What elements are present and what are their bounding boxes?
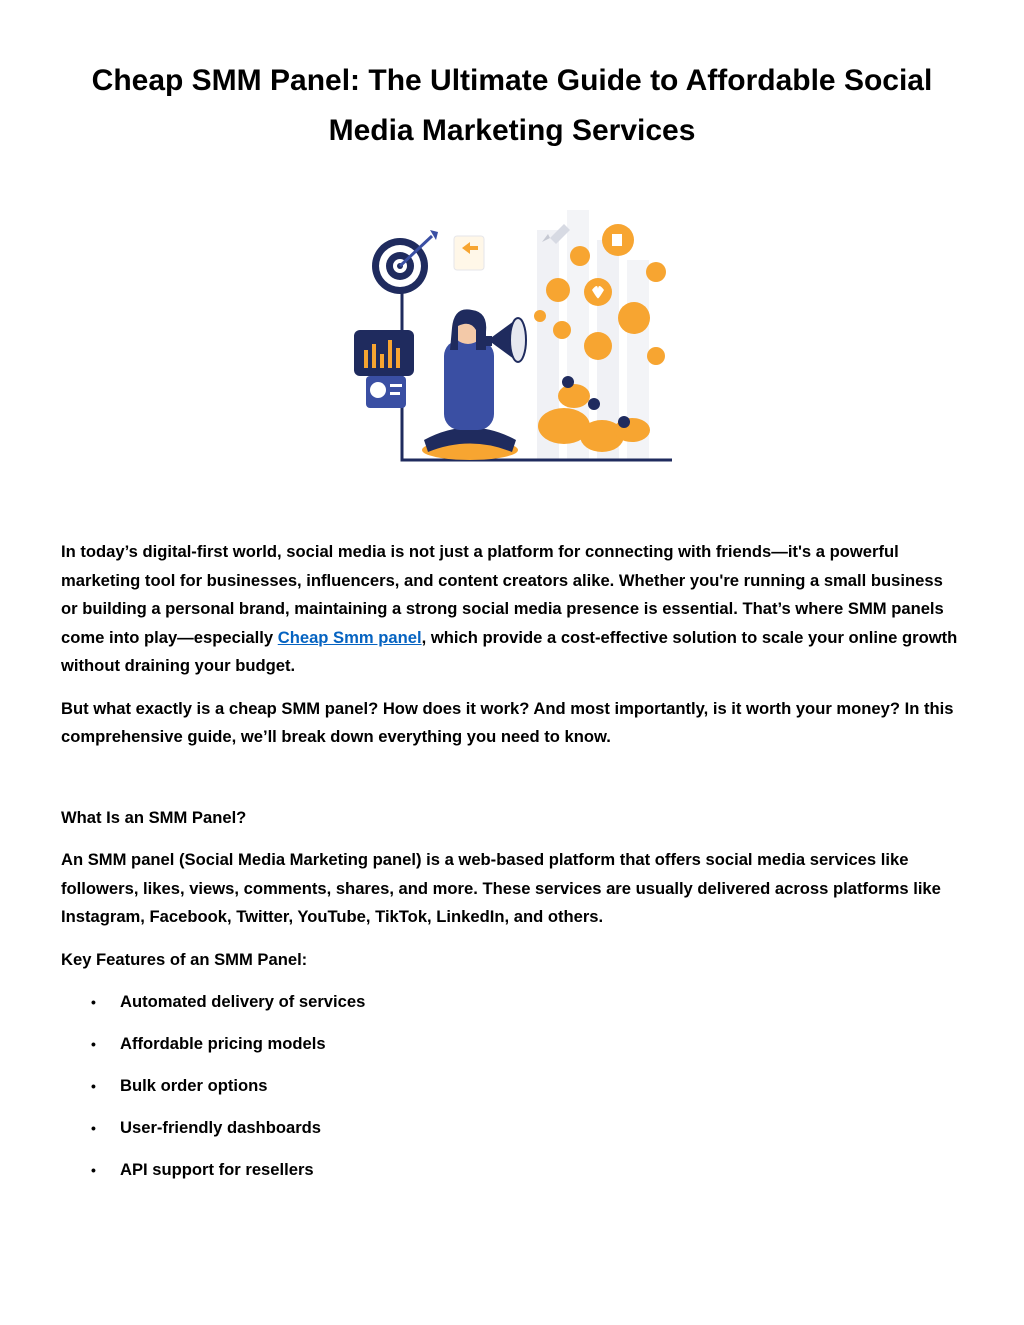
- second-paragraph: But what exactly is a cheap SMM panel? How does it work? And most importantly, is it worth your money? In this comprehensive guide, we’ll break down everything you need to know.: [61, 698, 954, 746]
- intro-paragraph: [61, 538, 961, 681]
- section-body-paragraph: An SMM panel (Social Media Marketing panel) is a web-based platform that offers social media services like followers, likes, views, comments, shares, and more. These services are usually delivered across platforms like Instagram, Facebook, Twitter, YouTube, TikTok, LinkedIn, and others.: [61, 850, 941, 926]
- bullet: •: [91, 1078, 96, 1094]
- like-icon: [553, 321, 571, 339]
- bullet: •: [91, 1162, 96, 1178]
- list-item-text: Automated delivery of services: [120, 992, 366, 1011]
- chart-card-icon: [354, 330, 414, 408]
- like-icon: [570, 246, 590, 266]
- page-title: Cheap SMM Panel: The Ultimate Guide to Affordable Social Media Marketing Services: [91, 64, 933, 147]
- intro-text-before-link: In today’s digital-first world, social media is not just a platform for connecting with friends—it's a powerful marketing tool for businesses, influencers, and content creators alike. Whether you're running a small business or building a personal brand, maintaining a strong social media presence is essential. That’s where SMM panels come into play—especially: [61, 542, 944, 647]
- list-item: [61, 1030, 961, 1058]
- list-item: [61, 1072, 961, 1100]
- heart-icon: [584, 278, 612, 306]
- cheap-smm-panel-link[interactable]: Cheap Smm panel: [277, 627, 422, 647]
- like-icon: [602, 224, 634, 256]
- list-item: [61, 1156, 961, 1184]
- like-icon: [534, 310, 546, 322]
- target-icon: [372, 230, 438, 294]
- like-icon: [646, 262, 666, 282]
- like-icon: [647, 347, 665, 365]
- list-item: [61, 988, 961, 1016]
- list-item-text: User-friendly dashboards: [120, 1118, 322, 1137]
- list-item-text: Bulk order options: [120, 1076, 268, 1095]
- list-item-text: Affordable pricing models: [120, 1034, 326, 1053]
- like-icon: [618, 302, 650, 334]
- like-icon: [546, 278, 570, 302]
- bullet: •: [91, 1120, 96, 1136]
- section-heading: What Is an SMM Panel?: [61, 807, 247, 827]
- features-list: [61, 988, 961, 1184]
- bullet: •: [91, 994, 96, 1010]
- features-heading: Key Features of an SMM Panel:: [61, 949, 308, 969]
- cursor-card-icon: [454, 236, 484, 270]
- like-icon: [584, 332, 612, 360]
- list-item-text: API support for resellers: [120, 1160, 314, 1179]
- article-body: [61, 538, 961, 1198]
- list-item: [61, 1114, 961, 1142]
- bullet: •: [91, 1036, 96, 1052]
- hero-illustration: [312, 200, 692, 490]
- intro-text-after-link: , which provide a cost-effective solution to scale your online growth without draining your budget.: [61, 627, 958, 675]
